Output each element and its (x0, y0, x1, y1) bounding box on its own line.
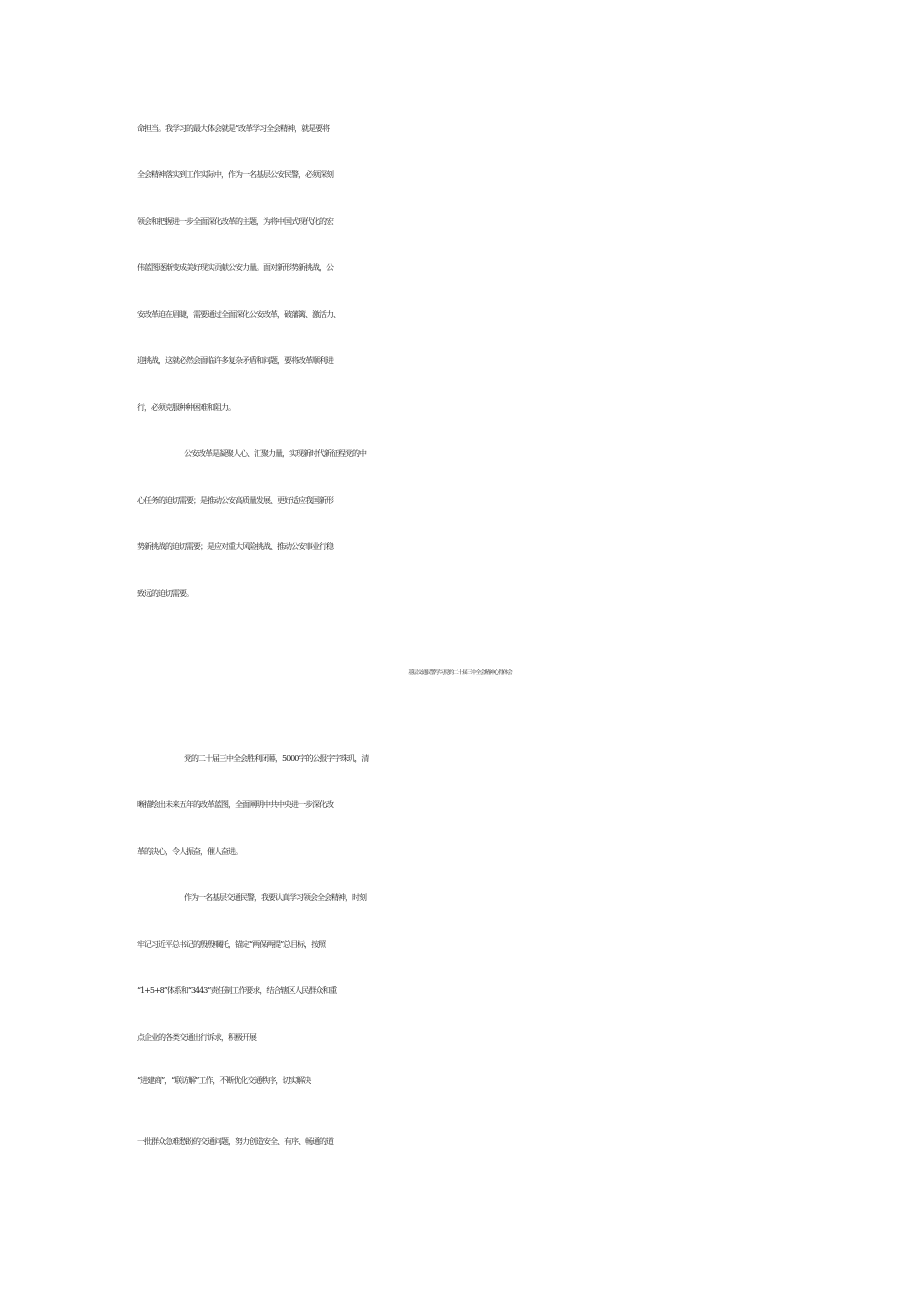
section-title: 基层交通民警学习党的二十届三中全会精神心得体会 (408, 670, 512, 676)
paragraph-line: 晰描绘出未来五年的改革蓝图，全面阐明中共中央进一步深化改 (137, 800, 333, 809)
paragraph-line: “进建商”，“联访解”工作，不断优化交通秩序，切实解决 (137, 1076, 311, 1085)
paragraph-line: 革的决心，令人振奋，催人奋进。 (137, 847, 242, 856)
paragraph-line: 一批群众急难愁盼的交通问题，努力创造安全、有序、畅通的道 (137, 1137, 333, 1146)
paragraph-line: 公安改革是凝聚人心、汇聚力量，实现新时代新征程党的中 (184, 449, 366, 458)
paragraph-line: 牢记习近平总书记的殷殷嘱托，锚定“两保两提”总目标，按照 (137, 940, 326, 949)
paragraph-line: 安改革迫在眉睫，需要通过全面深化公安改革，破藩篱、激活力、 (137, 310, 340, 319)
paragraph-line: 势新挑战的迫切需要；是应对重大风险挑战、推动公安事业行稳 (137, 542, 333, 551)
paragraph-line: “1+5+8”体系和“3443”责任制工作要求，结合辖区人民群众和重 (137, 986, 337, 995)
paragraph-line: 心任务的迫切需要；是推动公安高质量发展、更好适应我国新形 (137, 496, 333, 505)
paragraph-line: 致远的迫切需要。 (137, 589, 193, 598)
paragraph-line: 点企业的各类交通出行诉求，积极开展 (137, 1033, 256, 1042)
paragraph-line: 作为一名基层交通民警，我要认真学习领会全会精神，时刻 (184, 893, 366, 902)
paragraph-line: 命担当。我学习的最大体会就是“改革学习全会精神，就是要将 (137, 124, 330, 133)
paragraph-line: 领会和把握进一步全面深化改革的主题，为将中国式现代化的宏 (137, 217, 333, 226)
paragraph-line: 党的二十届三中全会胜利闭幕，5000字的公报字字珠玑，清 (184, 754, 369, 763)
paragraph-line: 全会精神落实到工作实际中，作为一名基层公安民警，必须深刻 (137, 170, 333, 179)
paragraph-line: 伟蓝图逐渐变成美好现实贡献公安力量。面对新形势新挑战，公 (137, 263, 333, 272)
paragraph-line: 行，必须克服种种困难和阻力。 (137, 403, 235, 412)
paragraph-line: 迎挑战，这就必然会面临许多复杂矛盾和问题，要将改革顺利进 (137, 356, 333, 365)
